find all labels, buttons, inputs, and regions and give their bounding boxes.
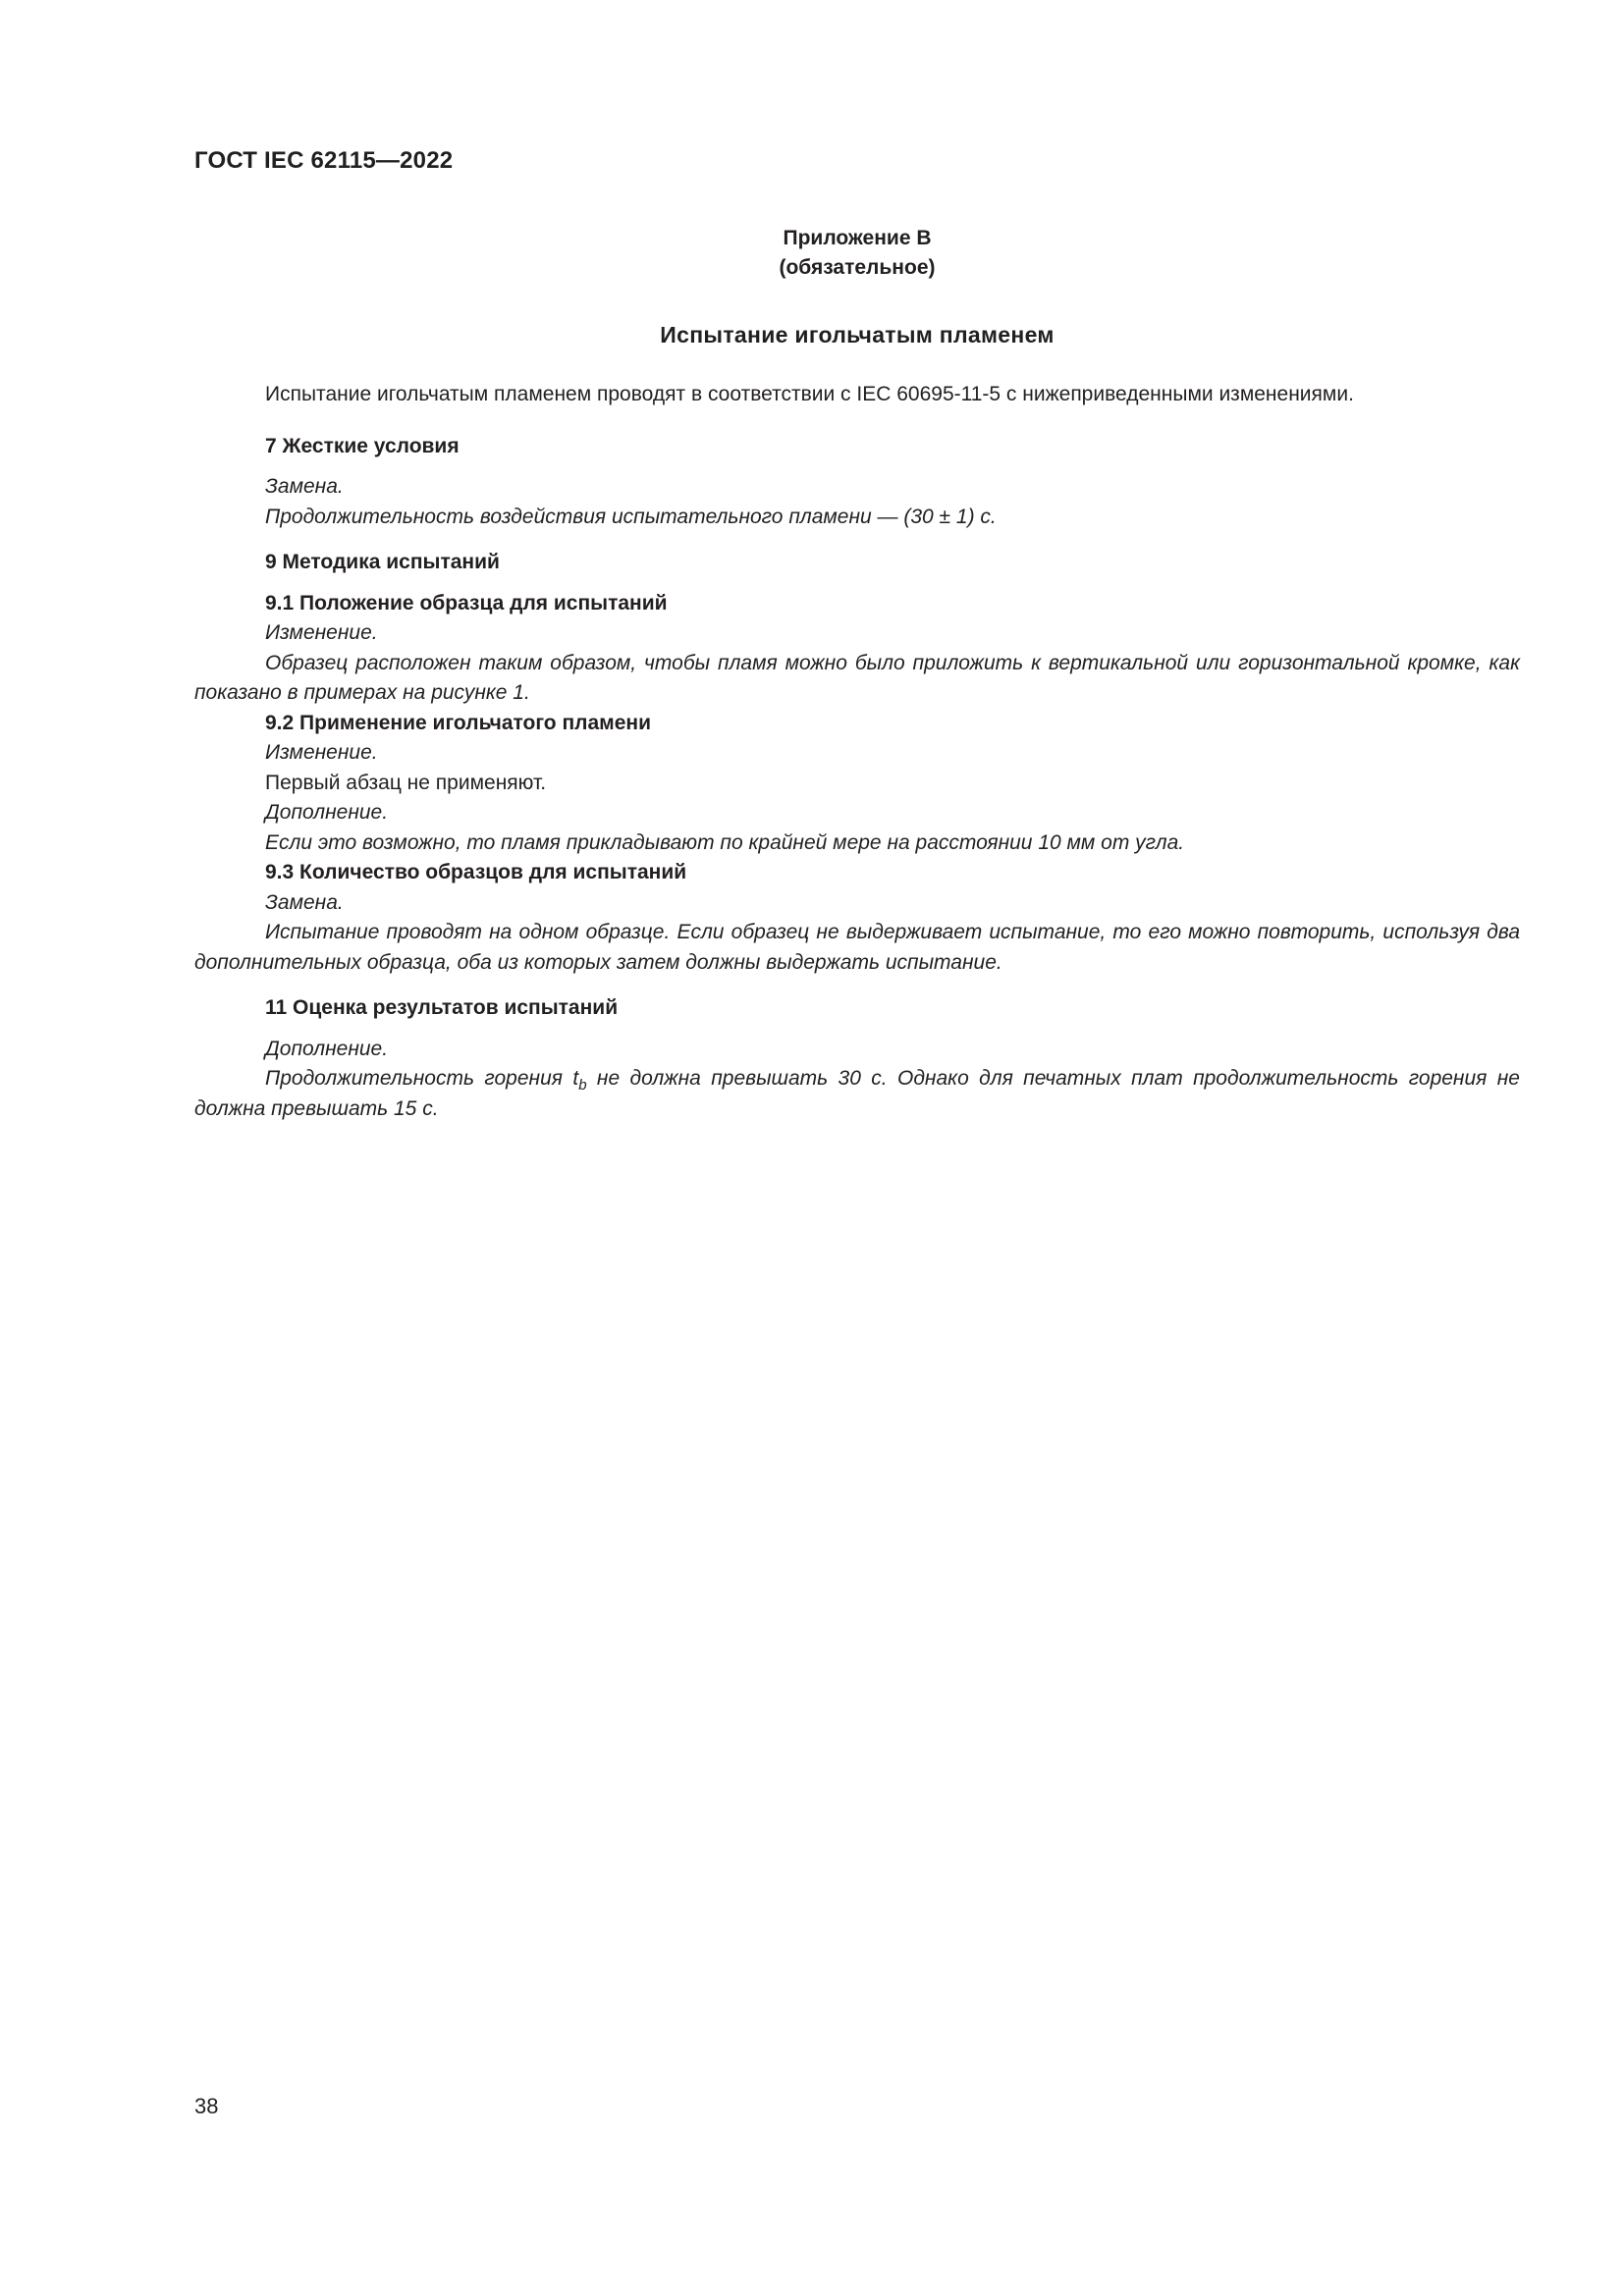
- page-number: 38: [194, 2094, 219, 2118]
- section-7-heading: 7 Жесткие условия: [265, 434, 460, 457]
- section-9-2-text-2: Если это возможно, то пламя прикладывают по крайней мере на расстоянии 10 мм от угла.: [265, 830, 1185, 854]
- section-11-modification: Дополнение.: [265, 1037, 389, 1060]
- section-9-1-heading: 9.1 Положение образца для испытаний: [265, 591, 668, 614]
- section-9-1-text: Образец расположен таким образом, чтобы пламя можно было приложить к вертикальной или горизонтальной кромке, как показано в примерах на рисунке 1.: [194, 651, 1520, 704]
- burning-time-subscript: b: [578, 1077, 587, 1094]
- section-9-3-text: Испытание проводят на одном образце. Если образец не выдерживает испытание, то его можно повторить, используя два дополнительных образца, оба из которых затем должны выдержать испытание.: [194, 921, 1520, 974]
- document-body: [194, 380, 1520, 1124]
- section-9-1-modification: Изменение.: [265, 621, 378, 644]
- section-11-text-before: Продолжительность горения t: [265, 1067, 579, 1090]
- section-9-2-modification-1: Изменение.: [265, 741, 378, 764]
- section-9-2-text-1: Первый абзац не применяют.: [265, 771, 547, 794]
- section-11-text-after: не должна превышать 30 с. Однако для печатных плат продолжительность горения не должна превышать 15 с.: [194, 1067, 1520, 1120]
- section-11-heading: 11 Оценка результатов испытаний: [265, 996, 619, 1019]
- annex-label: Приложение В: [783, 227, 932, 249]
- section-9-heading: 9 Методика испытаний: [265, 551, 500, 573]
- section-7-text: Продолжительность воздействия испытательного пламени — (30 ± 1) с.: [265, 505, 997, 528]
- section-9-2-modification-2: Дополнение.: [265, 801, 389, 824]
- annex-title: Испытание игольчатым пламенем: [660, 322, 1055, 347]
- annex-status: (обязательное): [779, 256, 936, 279]
- section-11-text: [194, 1064, 1520, 1124]
- annex-label-block: [194, 224, 1520, 283]
- section-9-2-heading: 9.2 Применение игольчатого пламени: [265, 711, 651, 734]
- document-code-header: ГОСТ IEC 62115—2022: [194, 147, 454, 174]
- section-9-3-heading: 9.3 Количество образцов для испытаний: [265, 861, 687, 883]
- section-9-3-modification: Замена.: [265, 890, 344, 914]
- intro-paragraph: Испытание игольчатым пламенем проводят в соответствии с IEC 60695-11-5 с нижеприведенными изменениями.: [265, 383, 1354, 405]
- section-7-modification: Замена.: [265, 475, 344, 498]
